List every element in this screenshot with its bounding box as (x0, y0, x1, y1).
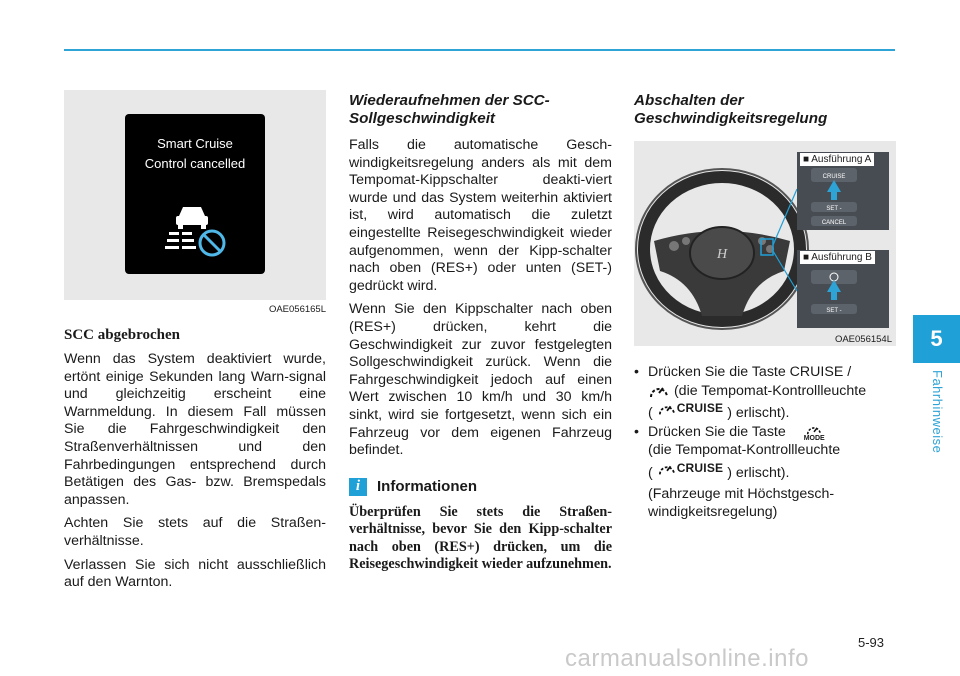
paragraph: Wenn das System deaktiviert wurde, ertönt einige Sekunden lang Warn-signal und gleichzeitig erscheint eine Warnmeldung. In diesem Fall müssen Sie die Fahrgeschwindigkeit den Straßenverhältnissen und den Fahrbedingungen entsprechend durch Betätigen des Gas- bzw. Bremspedals anpassen. (64, 351, 326, 508)
bullet-text: ) erlischt). (727, 404, 790, 421)
paragraph: Verlassen Sie sich nicht ausschließlich auf den Warnton. (64, 556, 326, 591)
section-heading: Abschalten der Geschwindigkeitsregelung (634, 92, 828, 127)
column-1 (64, 90, 326, 592)
bullet-list (634, 364, 896, 522)
watermark: carmanualsonline.info (565, 645, 809, 672)
chapter-tab (913, 315, 960, 363)
top-rule (64, 49, 895, 51)
bullet-text: (Fahrzeuge mit Höchstgesch-windigkeitsregelung) (648, 486, 835, 520)
display-line-2: Control cancelled (144, 156, 246, 171)
speedometer-icon (657, 401, 677, 417)
bullet-text: Drücken Sie die Taste (648, 424, 786, 441)
cruise-label: CRUISE (676, 460, 724, 475)
scc-cancel-icon (165, 202, 233, 260)
cruise-label: CRUISE (676, 400, 724, 415)
bullet-text: (die Tempomat-Kontrollleuchte (673, 382, 867, 399)
svg-text:SET -: SET - (826, 308, 842, 314)
mode-label: MODE (803, 435, 825, 443)
svg-text:CANCEL: CANCEL (821, 220, 847, 226)
cluster-figure (64, 90, 326, 300)
speedometer-icon (648, 382, 670, 400)
cluster-display (125, 114, 265, 274)
page-number: 5-93 (858, 635, 885, 650)
steering-wheel-figure (634, 141, 896, 346)
svg-text:SET -: SET - (826, 206, 842, 212)
info-title: Informationen (377, 478, 477, 496)
cruise-indicator (657, 460, 724, 478)
figure-code: OAE056165L (268, 304, 326, 315)
bullet-text: ( (648, 404, 653, 421)
variant-b-label: ■ Ausführung B (800, 251, 875, 264)
info-header (349, 478, 612, 496)
chapter-name: Fahrhinweise (930, 370, 945, 454)
svg-text:H: H (716, 247, 728, 262)
paragraph: Achten Sie stets auf die Straßen-verhältnisse. (64, 515, 326, 549)
mode-button-icon (804, 424, 825, 442)
chapter-number: 5 (930, 326, 943, 351)
bullet-item (634, 364, 896, 422)
info-text: Überprüfen Sie stets die Straßen-verhältnisse, bevor Sie den Kipp-schalter nach oben (RES+) drücken, um die Reisegeschwindigkeit wieder aufzunehmen. (349, 503, 612, 573)
bullet-text: Drücken Sie die Taste CRUISE / (648, 364, 852, 380)
variant-a-label: ■ Ausführung A (800, 153, 874, 166)
svg-text:CRUISE: CRUISE (822, 174, 846, 180)
column-2 (349, 90, 612, 574)
display-line-1: Smart Cruise (157, 136, 233, 151)
bullet-text: ( (648, 464, 653, 481)
bullet-text: ) erlischt). (727, 464, 790, 481)
info-icon: i (349, 478, 367, 496)
section-heading: Wiederaufnehmen der SCC-Sollgeschwindigkeit (349, 92, 550, 127)
paragraph: Falls die automatische Gesch-windigkeitsregelung anders als mit dem Tempomat-Kippschalter deakti-viert wurde und das System weiterhin aktiviert ist, wird automatisch die zuletzt eingestellte Reisegeschwindigkeit wieder aufgenommen, wenn der Kipp-schalter nach oben (RES+) oder unten (SET-) gedrückt wird. (349, 137, 612, 294)
paragraph: Wenn Sie den Kippschalter nach oben (RES+) drücken, kehrt die Geschwindigkeit zur zuvor festgelegten Sollgeschwindigkeit zurück. Wenn die Fahrgeschwindigkeit jedoch auf einen Wert zwischen 10 km/h und 30 km/h sinkt, wird sie fortgesetzt, wenn sich ein Fahrzeug vor dem eigenen Fahrzeug befindet. (349, 301, 612, 459)
section-heading: SCC abgebrochen (64, 327, 180, 343)
bullet-item (634, 424, 896, 521)
cruise-indicator (657, 400, 724, 418)
speedometer-icon (657, 461, 677, 477)
figure-code: OAE056154L (834, 334, 892, 345)
bullet-text: (die Tempomat-Kontrollleuchte (648, 442, 841, 459)
column-3 (634, 90, 896, 522)
